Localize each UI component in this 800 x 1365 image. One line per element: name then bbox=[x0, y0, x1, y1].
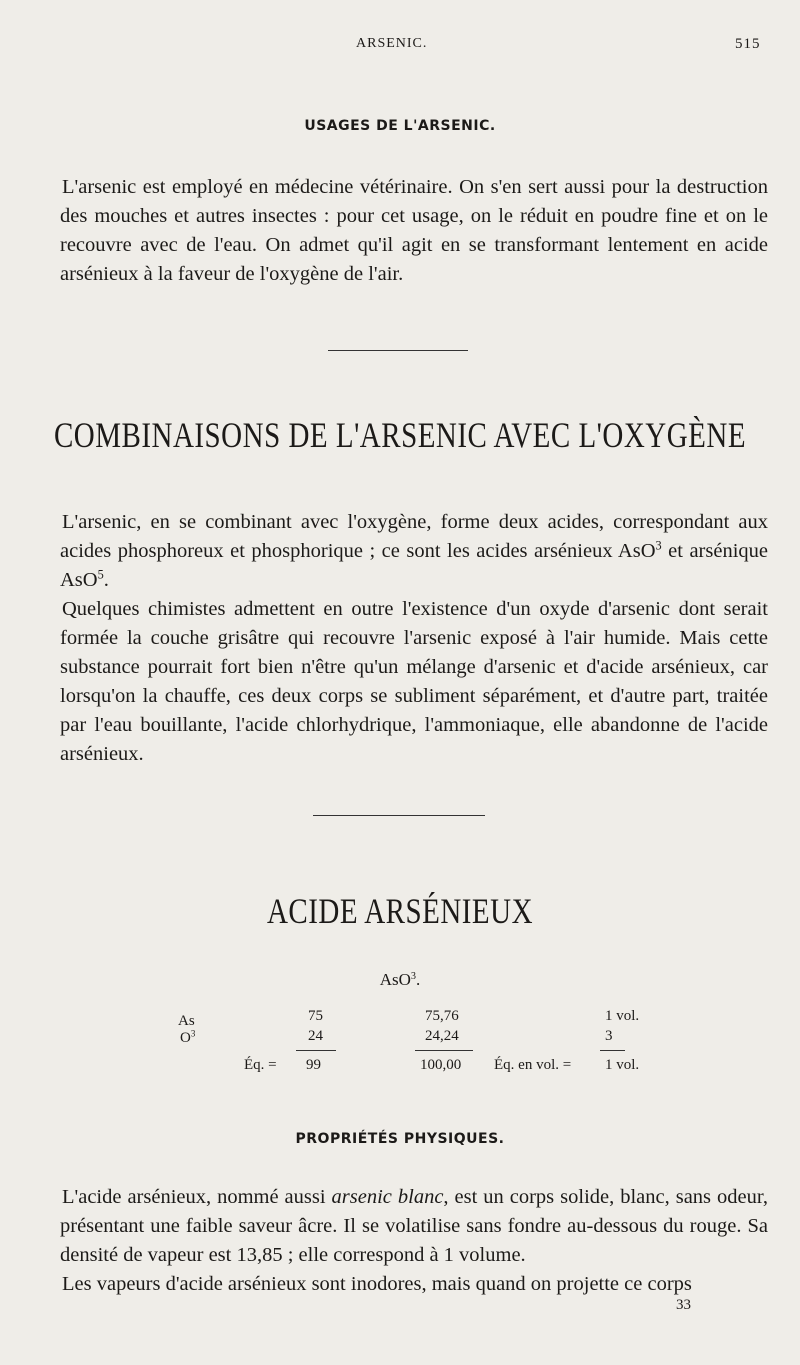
volume-o: 3 bbox=[605, 1028, 613, 1044]
element-as: As bbox=[178, 1013, 195, 1029]
element-o: $O^3$ bbox=[180, 1028, 196, 1046]
proprietes-text: L'acide arsénieux, nommé aussi arsenic blanc, est un corps solide, blanc, sans odeur, présentant une faible saveur âcre. Il se volatilise sans fondre au-dessous du rouge. Sa densité de vapeur est 13,85 ; elle correspond à 1 volume. bbox=[60, 1186, 768, 1266]
weight-as: 75 bbox=[308, 1008, 323, 1024]
acide-title: ACIDE ARSÉNIEUX bbox=[266, 891, 534, 932]
usages-text: L'arsenic est employé en médecine vétérinaire. On s'en sert aussi pour la destruction des mouches et autres insectes : pour cet usage, on le réduit en poudre fine et on le recouvre avec de l'eau. On admet qu'il agit en se transformant lentement en acide arsénieux à la faveur de l'oxygène de l'air. bbox=[60, 176, 768, 285]
percent-as: 75,76 bbox=[425, 1008, 459, 1024]
percent-o: 24,24 bbox=[425, 1028, 459, 1044]
signature-mark: 33 bbox=[676, 1297, 691, 1313]
sum-line bbox=[296, 1050, 336, 1051]
sum-line bbox=[600, 1050, 625, 1051]
eq-label: Éq. = bbox=[244, 1057, 277, 1073]
combinaisons-para1: L'arsenic, en se combinant avec l'oxygène, forme deux acides, correspondant aux acides phosphoreux et phosphorique ; ce sont les acides arsénieux AsO$^3$ et arsénique AsO$^5$. bbox=[60, 511, 768, 591]
proprietes-text2: Les vapeurs d'acide arsénieux sont inodores, mais quand on projette ce corps bbox=[62, 1273, 692, 1295]
usages-paragraph bbox=[60, 173, 768, 289]
page-number: 515 bbox=[735, 36, 761, 52]
percent-total: 100,00 bbox=[420, 1057, 462, 1073]
running-header bbox=[0, 36, 800, 56]
acide-formula: AsO$^3$. bbox=[379, 970, 421, 989]
running-title: ARSENIC. bbox=[356, 36, 428, 51]
sum-line bbox=[415, 1050, 473, 1051]
combinaisons-title: COMBINAISONS DE L'ARSENIC AVEC L'OXYGÈNE bbox=[53, 415, 747, 456]
vol-label: Éq. en vol. = bbox=[494, 1057, 572, 1073]
proprietes-heading: PROPRIÉTÉS PHYSIQUES. bbox=[295, 1131, 505, 1147]
proprietes-paragraph bbox=[60, 1183, 768, 1299]
combinaisons-paragraph bbox=[60, 508, 768, 769]
volume-as: 1 vol. bbox=[605, 1008, 640, 1024]
section-divider bbox=[328, 350, 468, 351]
vol-value: 1 vol. bbox=[605, 1057, 640, 1073]
combinaisons-para2: Quelques chimistes admettent en outre l'existence d'un oxyde d'arsenic dont serait formée la couche grisâtre qui recouvre l'arsenic exposé à l'air humide. Mais cette substance pourrait fort bien n'être qu'un mélange d'arsenic et d'acide arsénieux, car lorsqu'on la chauffe, ces deux corps se subliment séparément, et d'autre part, traitée par l'eau bouillante, l'acide chlorhydrique, l'ammoniaque, elle abandonne de l'acide arsénieux. bbox=[60, 598, 768, 765]
eq-value: 99 bbox=[306, 1057, 321, 1073]
section-divider bbox=[313, 815, 485, 816]
usages-heading: USAGES DE L'ARSENIC. bbox=[304, 118, 496, 134]
weight-o: 24 bbox=[308, 1028, 323, 1044]
